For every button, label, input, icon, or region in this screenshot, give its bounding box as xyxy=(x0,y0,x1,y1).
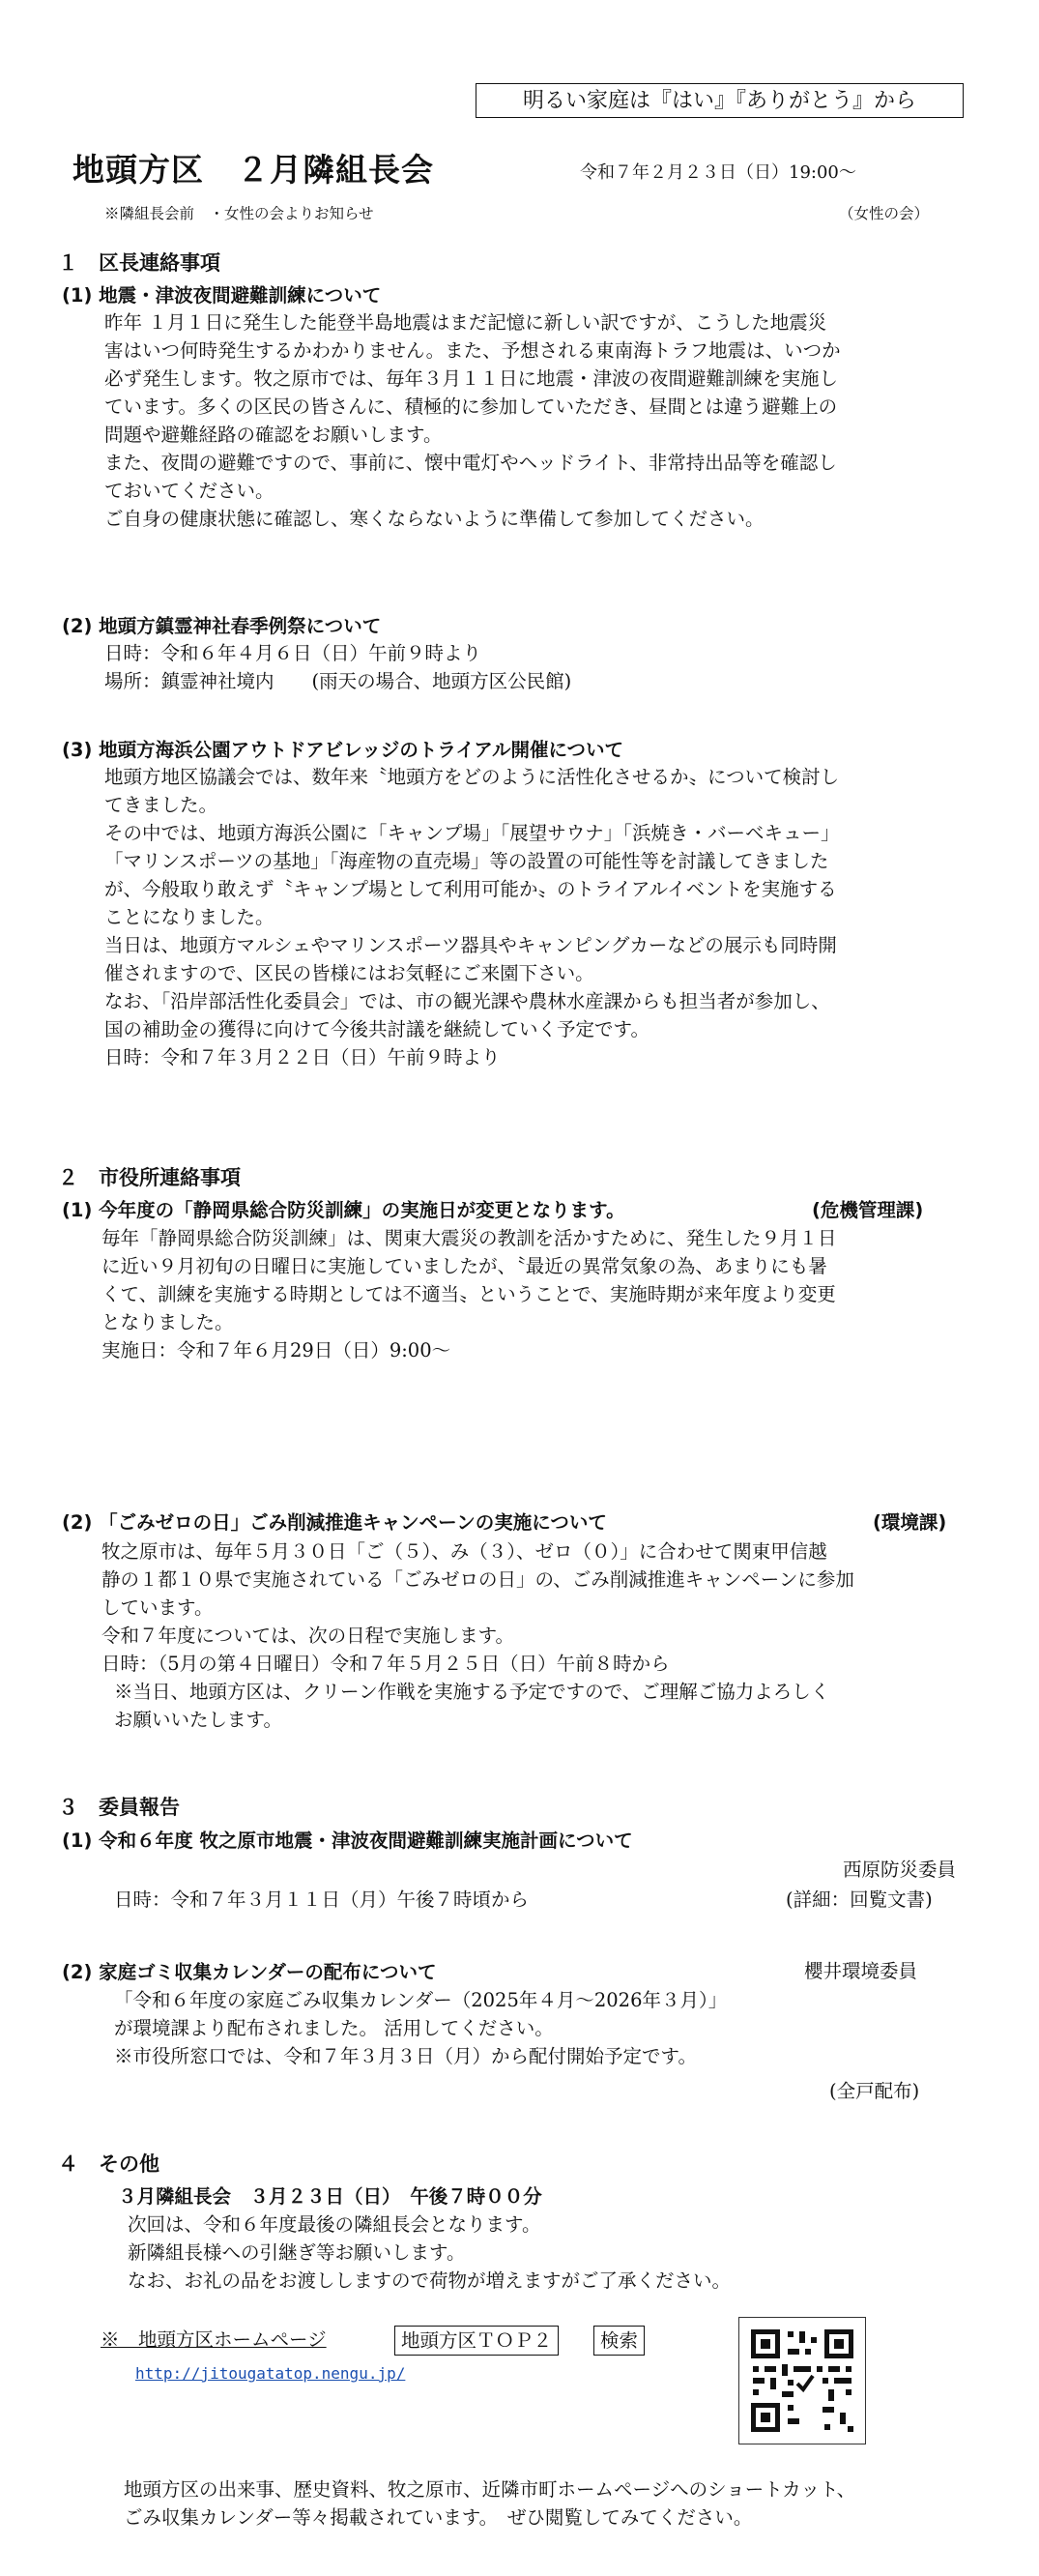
body-line: 「マリンスポーツの基地」「海産物の直売場」等の設置の可能性等を討議してきました xyxy=(104,850,829,872)
item-2-2-note xyxy=(114,1678,829,1734)
body-line: なお、お礼の品をお渡ししますので荷物が増えますがご了承ください。 xyxy=(128,2269,732,2292)
body-line: 催されますので、区民の皆様にはお気軽にご来園下さい。 xyxy=(104,962,594,984)
item-3-1-line-right: (詳細：回覧文書) xyxy=(786,1888,933,1911)
item-2-2-dept: (環境課) xyxy=(873,1511,947,1534)
body-line: 地頭方地区協議会では、数年来〝地頭方をどのように活性化させるか〟について検討し xyxy=(104,766,840,788)
body-line: 静の１都１０県で実施されている「ごみゼロの日」の、ごみ削減推進キャンペーンに参加 xyxy=(101,1568,854,1591)
body-line: 当日は、地頭方マルシェやマリンスポーツ器具やキャンピングカーなどの展示も同時開 xyxy=(104,934,837,956)
item-2-1-body xyxy=(101,1224,837,1364)
body-line: が、今般取り敢えず〝キャンプ場として利用可能か〟のトライアルイベントを実施する xyxy=(104,878,837,900)
item-2-2-body xyxy=(101,1537,854,1678)
next-meeting: ３月隣組長会 ３月２３日（日） 午後７時００分 xyxy=(118,2185,542,2208)
item-1-3-body xyxy=(104,763,840,1071)
homepage-url-link[interactable]: http://jitougatatop.nengu.jp/ xyxy=(135,2364,406,2383)
qr-code-graphic xyxy=(739,2318,865,2444)
item-3-2-person: 櫻井環境委員 xyxy=(804,1960,918,1982)
body-line: 国の補助金の獲得に向けて今後共討議を継続していく予定です。 xyxy=(104,1018,649,1040)
homepage-top-button[interactable]: 地頭方区ＴＯＰ２ xyxy=(394,2326,559,2356)
body-line: なお、「沿岸部活性化委員会」では、市の観光課や農林水産課からも担当者が参加し、 xyxy=(104,990,830,1012)
item-1-2-title: (2) 地頭方鎮霊神社春季例祭について xyxy=(62,615,382,637)
body-line: 「令和６年度の家庭ごみ収集カレンダー（2025年４月～2026年３月）」 xyxy=(114,1989,728,2011)
note-line: お願いいたします。 xyxy=(114,1709,282,1731)
item-1-2-body xyxy=(104,639,571,695)
item-2-1-dept: (危機管理課) xyxy=(812,1199,924,1221)
body-line: てきました。 xyxy=(104,794,218,816)
body-line: その中では、地頭方海浜公園に「キャンプ場」「展望サウナ」「浜焼き・バーベキュー」 xyxy=(104,822,840,844)
item-1-3-title: (3) 地頭方海浜公園アウトドアビレッジのトライアル開催について xyxy=(62,739,624,761)
item-3-2-dist: (全戸配布) xyxy=(829,2080,920,2102)
body-line: 毎年「静岡県総合防災訓練」は、関東大震災の教訓を活かすために、発生した９月１日 xyxy=(101,1227,837,1249)
body-line: 問題や避難経路の確認をお願いします。 xyxy=(104,424,443,446)
body-line: 場所：鎮霊神社境内 (雨天の場合、地頭方区公民館) xyxy=(104,670,572,692)
body-line: ごみ収集カレンダー等々掲載されています。 ぜひ閲覧してみてください。 xyxy=(124,2506,753,2529)
body-line: 日時：（5月の第４日曜日）令和７年５月２５日（日）午前８時から xyxy=(101,1653,670,1675)
item-1-1-body xyxy=(104,308,841,533)
header-note: ※隣組長会前 ・女性の会よりお知らせ xyxy=(104,205,374,222)
meeting-date: 令和７年２月２３日（日）19:00～ xyxy=(580,162,856,183)
body-line: ておいてください。 xyxy=(104,480,274,502)
body-line: が環境課より配布されました。 活用してください。 xyxy=(114,2017,554,2039)
body-line: 日時：令和７年３月２２日（日）午前９時より xyxy=(104,1046,501,1068)
homepage-search-button[interactable]: 検索 xyxy=(593,2326,645,2356)
body-line: 地頭方区の出来事、歴史資料、牧之原市、近隣市町ホームページへのショートカット、 xyxy=(124,2478,856,2501)
body-line: に近い９月初旬の日曜日に実施していましたが、〝最近の異常気象の為、あまりにも暑 xyxy=(101,1255,827,1277)
homepage-label: ※ 地頭方区ホームページ xyxy=(101,2328,327,2351)
item-2-1-title: (1) 今年度の「静岡県総合防災訓練」の実施日が変更となります。 xyxy=(62,1199,625,1221)
item-3-1-line: 日時：令和７年３月１１日（月）午後７時頃から xyxy=(114,1888,530,1911)
body-line: 牧之原市は、毎年５月３０日「ご（５）、み（３）、ゼロ（０）」に合わせて関東甲信越 xyxy=(101,1540,827,1563)
body-line: 令和７年度については、次の日程で実施します。 xyxy=(101,1625,515,1647)
body-line: ※市役所窓口では、令和７年３月３日（月）から配付開始予定です。 xyxy=(114,2045,697,2067)
item-3-1-title: (1) 令和６年度 牧之原市地震・津波夜間避難訓練実施計画について xyxy=(62,1830,633,1852)
section-3-heading: ３ 委員報告 xyxy=(58,1796,180,1819)
body-line: しています。 xyxy=(101,1596,214,1619)
body-line: くて、訓練を実施する時期としては不適当〟ということで、実施時期が来年度より変更 xyxy=(101,1283,836,1305)
body-line: また、夜間の避難ですので、事前に、懐中電灯やヘッドライト、非常持出品等を確認し xyxy=(104,452,837,474)
qr-code[interactable] xyxy=(738,2317,866,2444)
item-3-2-body xyxy=(114,1986,727,2070)
body-line: ご自身の健康状態に確認し、寒くならないように準備して参加してください。 xyxy=(104,508,765,530)
body-line: となりました。 xyxy=(101,1311,234,1333)
body-line: ています。多くの区民の皆さんに、積極的に参加していただき、昼間とは違う避難上の xyxy=(104,395,838,418)
item-3-2-title: (2) 家庭ゴミ収集カレンダーの配布について xyxy=(62,1961,437,1983)
section-4-heading: ４ その他 xyxy=(58,2152,159,2176)
body-line: 必ず発生します。牧之原市では、毎年３月１１日に地震・津波の夜間避難訓練を実施し xyxy=(104,367,838,390)
body-line: 昨年 １月１日に発生した能登半島地震はまだ記憶に新しい訳ですが、こうした地震災 xyxy=(104,311,827,334)
section-4-body xyxy=(128,2210,731,2295)
slogan-box: 明るい家庭は『はい』『ありがとう』から xyxy=(476,83,964,118)
page-title: 地頭方区 ２月隣組長会 xyxy=(72,151,434,189)
body-line: 次回は、令和６年度最後の隣組長会となります。 xyxy=(128,2213,541,2236)
note-line: ※当日、地頭方区は、クリーン作戦を実施する予定ですので、ご理解ご協力よろしく xyxy=(114,1681,830,1703)
body-line: 実施日：令和７年６月29日（日）9:00～ xyxy=(101,1339,451,1361)
section-2-heading: ２ 市役所連絡事項 xyxy=(58,1166,241,1189)
body-line: 新隣組長様への引継ぎ等お願いします。 xyxy=(128,2241,466,2264)
body-line: 害はいつ何時発生するかわかりません。また、予想される東南海トラフ地震は、いつか xyxy=(104,339,841,362)
item-1-1-title: (1) 地震・津波夜間避難訓練について xyxy=(62,284,382,307)
body-line: ことになりました。 xyxy=(104,906,274,928)
body-line: 日時：令和６年４月６日（日）午前９時より xyxy=(104,642,482,664)
item-3-1-person: 西原防災委員 xyxy=(843,1859,957,1881)
homepage-description xyxy=(124,2475,855,2532)
section-1-heading: １ 区長連絡事項 xyxy=(58,251,220,275)
header-note-right: （女性の会） xyxy=(839,205,930,222)
item-2-2-title: (2) 「ごみゼロの日」ごみ削減推進キャンペーンの実施について xyxy=(62,1511,607,1534)
